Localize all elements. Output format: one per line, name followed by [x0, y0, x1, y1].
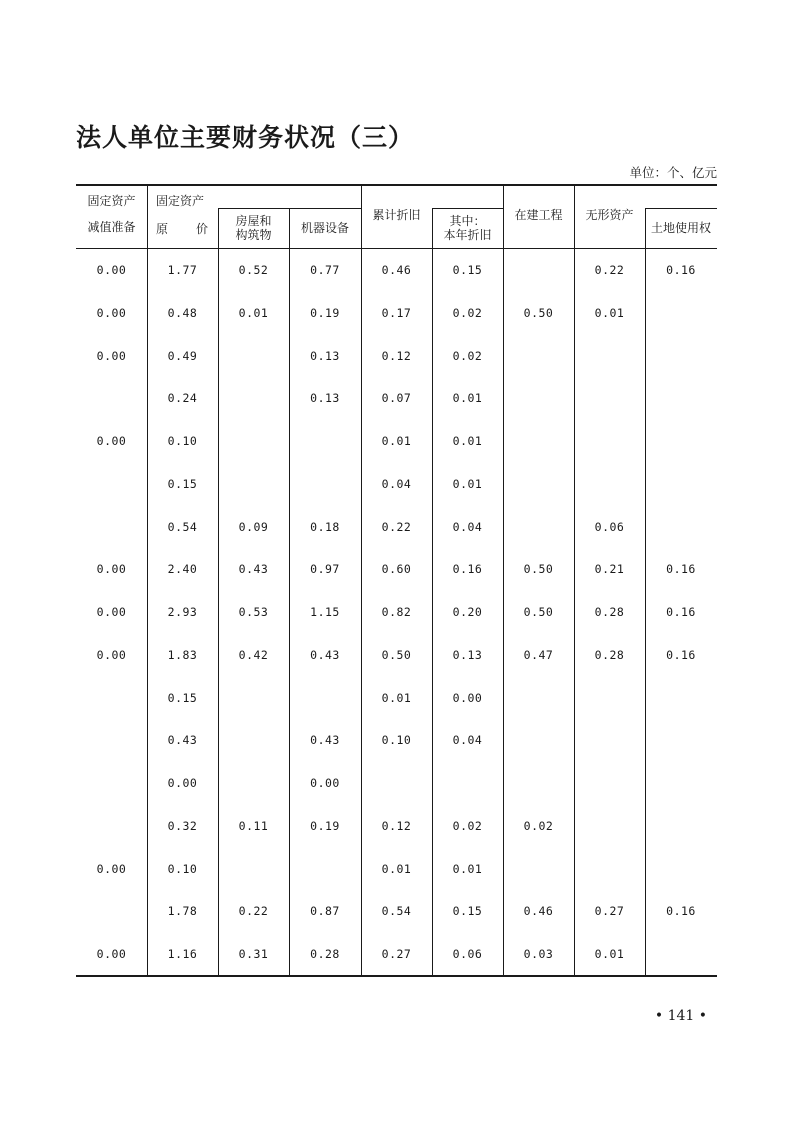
table-cell: 0.50: [523, 562, 554, 577]
table-cell: 1.16: [167, 947, 198, 961]
table-top-border: [76, 184, 717, 186]
table-cell: 0.50: [381, 647, 412, 662]
table-cell: 0.00: [452, 690, 483, 705]
table-cell: 0.27: [381, 947, 412, 961]
table-cell: 0.13: [310, 348, 340, 363]
table-cell: 0.53: [238, 605, 269, 619]
table-cell: 0.01: [594, 305, 625, 320]
table-cell: 0.01: [381, 434, 412, 448]
table-cell: 0.16: [666, 605, 696, 619]
table-cell: 0.48: [167, 305, 198, 320]
table-cell: 0.15: [452, 904, 483, 919]
depreciation-subheader-line: [432, 208, 503, 209]
header-intangible: 无形资产: [585, 208, 634, 222]
table-cell: 0.43: [310, 733, 340, 748]
table-cell: 0.10: [167, 861, 198, 876]
table-cell: 0.97: [310, 562, 340, 577]
table-cell: 0.19: [310, 305, 340, 320]
header-original-b: 价: [196, 222, 209, 236]
col-divider-5: [432, 208, 433, 975]
header-current-depreciation: 其中： 本年折旧: [443, 214, 492, 242]
table-cell: 0.01: [381, 861, 412, 876]
table-cell: 1.83: [167, 647, 198, 662]
table-cell: 0.49: [167, 348, 198, 363]
table-cell: 0.54: [381, 904, 412, 919]
table-cell: 0.00: [96, 348, 127, 363]
table-cell: 0.07: [381, 391, 412, 406]
table-cell: 0.46: [523, 904, 554, 919]
table-cell: 0.15: [452, 263, 483, 277]
table-cell: 0.28: [594, 647, 625, 662]
table-cell: 0.11: [238, 818, 269, 833]
financial-table: [76, 184, 717, 977]
col-divider-8: [645, 208, 646, 975]
table-cell: 0.15: [167, 476, 198, 491]
table-cell: 0.22: [238, 904, 269, 919]
table-cell: 2.40: [167, 562, 198, 577]
table-cell: 0.16: [452, 562, 483, 577]
table-cell: 0.13: [452, 647, 483, 662]
table-cell: 0.24: [167, 391, 198, 406]
table-cell: 0.00: [96, 305, 127, 320]
table-cell: 0.60: [381, 562, 412, 577]
col-divider-3: [289, 208, 290, 975]
table-cell: 0.01: [594, 947, 625, 961]
table-cell: 0.17: [381, 305, 412, 320]
table-cell: 0.01: [452, 476, 483, 491]
table-cell: 0.20: [452, 605, 483, 619]
table-cell: 0.50: [523, 605, 554, 619]
header-construction: 在建工程: [514, 208, 563, 222]
page-number: • 141 •: [654, 1008, 707, 1024]
table-cell: 0.82: [381, 605, 412, 619]
table-cell: 0.15: [167, 690, 198, 705]
table-cell: 0.87: [310, 904, 340, 919]
table-cell: 0.12: [381, 348, 412, 363]
table-cell: 0.52: [238, 263, 269, 277]
table-cell: 0.04: [381, 476, 412, 491]
table-cell: 0.01: [381, 690, 412, 705]
header-machinery: 机器设备: [300, 221, 349, 235]
table-cell: 0.00: [96, 605, 127, 619]
table-cell: 0.09: [238, 519, 269, 534]
table-cell: 0.00: [310, 776, 340, 790]
header-fixed-assets-top: 固定资产: [156, 194, 205, 208]
table-cell: 0.50: [523, 305, 554, 320]
table-cell: 0.54: [167, 519, 198, 534]
col-divider-2: [218, 208, 219, 975]
page-title: 法人单位主要财务状况（三）: [76, 123, 415, 152]
table-cell: 0.22: [381, 519, 412, 534]
table-cell: 0.02: [452, 348, 483, 363]
table-cell: 0.00: [96, 647, 127, 662]
table-cell: 0.22: [594, 263, 625, 277]
table-cell: 1.78: [167, 904, 198, 919]
unit-label: 单位：个、亿元: [629, 165, 717, 180]
table-cell: 0.43: [238, 562, 269, 577]
table-cell: 0.02: [523, 818, 554, 833]
table-cell: 0.00: [167, 776, 198, 790]
table-cell: 0.28: [594, 605, 625, 619]
table-cell: 0.16: [666, 647, 696, 662]
table-cell: 0.02: [452, 818, 483, 833]
table-cell: 0.04: [452, 733, 483, 748]
table-cell: 0.43: [310, 647, 340, 662]
header-impairment: 固定资产 减值准备: [87, 194, 136, 234]
table-cell: 1.77: [167, 263, 198, 277]
table-cell: 0.27: [594, 904, 625, 919]
table-cell: 0.18: [310, 519, 340, 534]
intangible-subheader-line: [645, 208, 717, 209]
col-divider-6: [503, 184, 504, 975]
header-original-a: 原: [156, 222, 169, 236]
table-cell: 0.43: [167, 733, 198, 748]
table-cell: 0.16: [666, 904, 696, 919]
table-cell: 0.42: [238, 647, 269, 662]
table-cell: 0.00: [96, 861, 127, 876]
header-bottom-border: [76, 248, 717, 249]
table-cell: 0.10: [381, 733, 412, 748]
table-cell: 0.47: [523, 647, 554, 662]
table-cell: 0.03: [523, 947, 554, 961]
table-cell: 0.16: [666, 562, 696, 577]
table-cell: 0.00: [96, 434, 127, 448]
table-cell: 0.01: [238, 305, 269, 320]
col-divider-1: [147, 184, 148, 975]
table-cell: 0.00: [96, 263, 127, 277]
table-cell: 0.32: [167, 818, 198, 833]
table-cell: 0.13: [310, 391, 340, 406]
table-bottom-border: [76, 975, 717, 977]
table-cell: 0.01: [452, 861, 483, 876]
table-cell: 0.46: [381, 263, 412, 277]
table-cell: 0.31: [238, 947, 269, 961]
table-cell: 2.93: [167, 605, 198, 619]
table-cell: 0.00: [96, 947, 127, 961]
col-divider-4: [361, 184, 362, 975]
table-cell: 1.15: [310, 605, 340, 619]
table-cell: 0.00: [96, 562, 127, 577]
table-cell: 0.01: [452, 434, 483, 448]
table-cell: 0.21: [594, 562, 625, 577]
table-cell: 0.06: [452, 947, 483, 961]
table-cell: 0.16: [666, 263, 696, 277]
table-cell: 0.19: [310, 818, 340, 833]
table-cell: 0.12: [381, 818, 412, 833]
table-cell: 0.04: [452, 519, 483, 534]
header-land-use: 土地使用权: [650, 221, 711, 235]
table-cell: 0.77: [310, 263, 340, 277]
table-cell: 0.06: [594, 519, 625, 534]
table-cell: 0.01: [452, 391, 483, 406]
header-accum-depreciation: 累计折旧: [372, 208, 421, 222]
header-buildings: 房屋和 构筑物: [235, 214, 272, 242]
table-cell: 0.02: [452, 305, 483, 320]
table-cell: 0.28: [310, 947, 340, 961]
col-divider-7: [574, 184, 575, 975]
table-cell: 0.10: [167, 434, 198, 448]
